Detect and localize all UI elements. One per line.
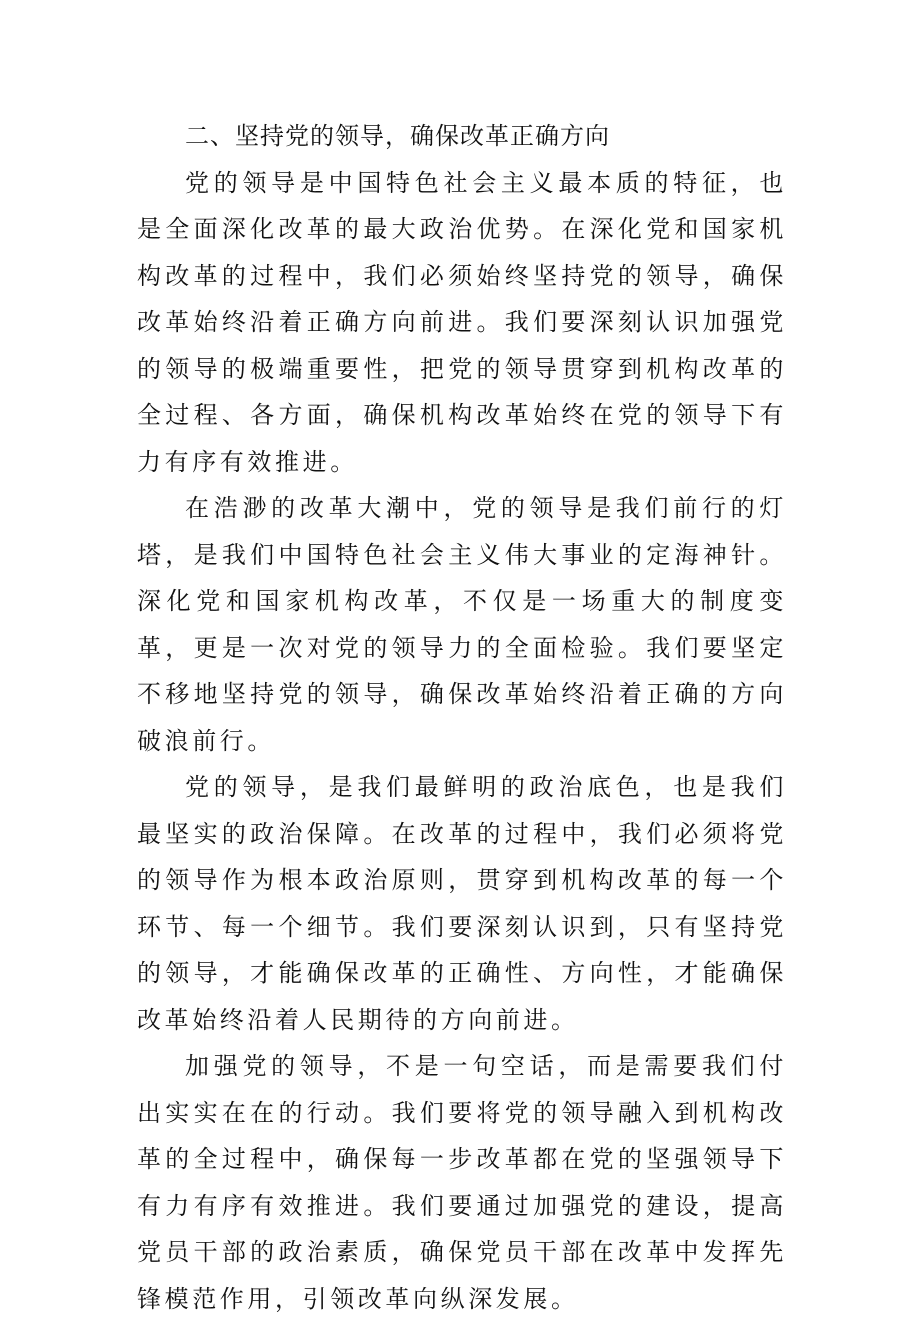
document-page: [137, 113, 787, 1322]
paragraph-2: 在浩渺的改革大潮中，党的领导是我们前行的灯塔，是我们中国特色社会主义伟大事业的定海神针。深化党和国家机构改革，不仅是一场重大的制度变革，更是一次对党的领导力的全面检验。我们要坚定不移地坚持党的领导，确保改革始终沿着正确的方向破浪前行。: [137, 494, 787, 755]
paragraph-4: 加强党的领导，不是一句空话，而是需要我们付出实实在在的行动。我们要将党的领导融入到机构改革的全过程中，确保每一步改革都在党的坚强领导下有力有序有效推进。我们要通过加强党的建设，提高党员干部的政治素质，确保党员干部在改革中发挥先锋模范作用，引领改革向纵深发展。: [137, 1052, 787, 1313]
paragraph-1: 党的领导是中国特色社会主义最本质的特征，也是全面深化改革的最大政治优势。在深化党和国家机构改革的过程中，我们必须始终坚持党的领导，确保改革始终沿着正确方向前进。我们要深刻认识加强党的领导的极端重要性，把党的领导贯穿到机构改革的全过程、各方面，确保机构改革始终在党的领导下有力有序有效推进。: [137, 168, 787, 476]
section-heading: 二、坚持党的领导，确保改革正确方向: [185, 122, 610, 150]
paragraph-3: 党的领导，是我们最鲜明的政治底色，也是我们最坚实的政治保障。在改革的过程中，我们必须将党的领导作为根本政治原则，贯穿到机构改革的每一个环节、每一个细节。我们要深刻认识到，只有坚持党的领导，才能确保改革的正确性、方向性，才能确保改革始终沿着人民期待的方向前进。: [137, 773, 787, 1034]
